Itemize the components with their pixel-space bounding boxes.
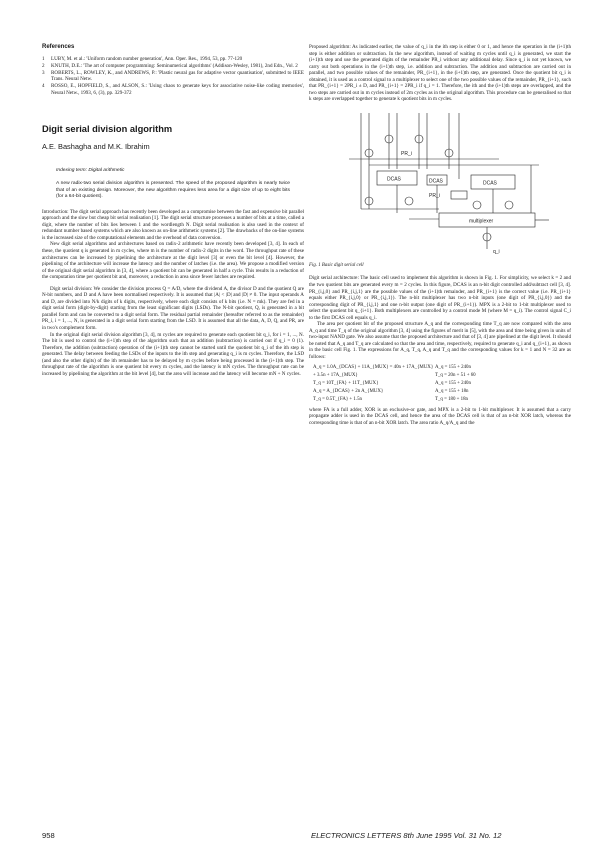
formula-left: T_q = 0.5T_{FA} + 1.5n [313,396,362,402]
reference-list [42,56,304,97]
reference-text: ROBERTS, L., ROWLEY, K., and ANDREWS, P.: 'Plastic neural gas for adaptive vector quantisation', submitted to IEEE Trans. Neural Netw. [51,69,304,83]
formula-right: A_q = 155 + 18n [435,388,469,394]
intro-paragraph: Introduction: The digit serial approach has recently been developed as a compromise between the fast and expensive bit parallel approach and the slow but cheap bit serial realisation [1]. The digit serial structure processes a number of bits at a time, called a digit, where the number of bits lies between 1 and the wordlength N. Digit serial realisation is also used in the context of redundant number based systems which are also known as on-line arithmetic systems [2]. The drawbacks of the on-line systems is the increased size of the computational elements and the overhead of data conversion. [42,208,304,241]
references-heading: References [42,44,75,50]
abstract-block [56,168,290,199]
formula-right: T_q = 180 + 18n [435,396,468,402]
reference-item [42,63,304,70]
formula-left: A_q = 1.0A_{DCAS} + 11A_{MUX} = 40n + 17A_{MUX} [313,364,434,370]
section-proposed-algorithm: Proposed algorithm: As indicated earlier, the value of q_i in the ith step is either 0 or 1, and hence the operation in the (i+1)th step is either addition or subtraction. In the new algorithm, instead of waiting m cycles until q_i is generated, we start the (i+1)th step and use the generated digits of the remainder PR_i without any additional delay. Since q_i is not yet known, we carry out both operations in the (i+1)th step, i.e. addition and subtraction. The addition and subtraction are carried out in parallel, and two possible values of the remainder, PR_{i+1}, in the (i+1)th step, are generated. Once the quotient bit q_i is obtained, it is used as a control signal to a multiplexer to select one of the two possible values of the remainder, PR_{i+1}, such that PR_{i+1} = 2PR_i ± D, and PR_{i+1} = 2PR_i if q_i = 1. Therefore, the ith and the (i+1)th steps are overlapped, and the two steps are carried out in m cycles instead of 2m cycles as in the original algorithm. This procedure can be generalised so that k steps are overlapped together to generate k quotient bits in m cycles. [309,44,571,103]
reference-number: 2 [42,62,45,69]
reference-text: KNUTH, D.E.: 'The art of computer programming: Seminumerical algorithms' (Addison-Wesley, 1981), 2nd Edn., Vol. 2 [51,62,298,69]
multiplexer-label: multiplexer [469,218,494,225]
formula-row [309,372,571,380]
reference-number: 4 [42,83,45,90]
reference-item [42,56,304,63]
formula-row [309,364,571,372]
section-digit-serial-architecture: Digit serial architecture: The basic cell used to implement this algorithm is shown in Fig. 1. For simplicity, we select k = 2 and the two quotient bits are generated every m = 2 cycles. In this figure, DCAS is an n-bit digit controlled add/subtract cell [3, 4]. PR_{i,j,0} and PR_{i,j,1} are the possible values of the (i+1)th remainder, and PR_{i+1} is the correct value (i.e. PR_{i+1} equals either PR_{i,j,0} or PR_{i,j,1}). The n-bit multiplexer has two n-bit inputs (one digit of PR_{i,j,0}) and the corresponding digit of PR_{i,j,1} and one n-bit output (one digit of PR_{i+1}). MPX is a 2-bit to 1-bit multiplexer used to select the quotient bit q_{i+1}. Both multiplexers are controlled by a control mode M (where M = q_i). The control signal C_i to the first DCAS cell equals q_i. [309,275,571,321]
formula-block [309,364,571,404]
body-paragraph: New digit serial algorithms and architectures based on radix-2 arithmetic have recently been developed [3, 4]. In each of these, the quotient q is generated in m cycles, where m is the number of radix-2 digits in the word. The throughput rate of these architectures can be increased by pipelining the architecture at the digit level [3] or even the bit level [4]. However, the pipelining of the architecture will increase the latency and the number of latches (i.e. the area). We propose a modified version of the original digit serial algorithm in [3, 4], where a quotient bit can be generated in half a cycle. This results in a reduction of the computation time per quotient bit and, moreover, a reduction in area since fewer latches are required. [42,241,304,281]
article-title: Digit serial division algorithm [42,124,173,135]
pr-top-label: PR_i [401,150,412,157]
formula-left: A_q = A_{DCAS} + 2n A_{MUX} [313,388,384,394]
right-column [309,44,571,426]
body-paragraph: where FA is a full adder, XOR is an exclusive-or gate, and MPX is a 2-bit to 1-bit multiplexer. It is assumed that a carry propagate adder is used in the DCAS cell, and hence the area of the DCAS cell is that of an n-bit XOR latch, whereas the corresponding time is that of an n-bit XOR latch. The area ratio A_q/A_q and the [309,406,571,426]
formula-left: T_q = 10T_{FA} + 11T_{MUX} [313,380,379,386]
formula-row [309,396,571,404]
formula-row [309,388,571,396]
article-authors: A.E. Bashagha and M.K. Ibrahim [42,142,150,152]
body-paragraph: In the original digit serial division algorithm [3, 4], m cycles are required to generate each quotient bit q_i, for i = 1, ..., N. The bit is used to control the (i+1)th step of the algorithm such that an addition (subtraction) is carried out if q_i = 0 (1). Therefore, the addition (subtraction) operation of the (i+1)th step cannot be started until the quotient bit q_i of the ith step is generated. The delay between feeding the LSDs of the inputs to the ith step and generating q_i is m cycles. Therefore, the LSD (and also the other digits) of the ith remainder has to be delayed by m cycles before being processed in the (i+1)th step. The throughput rate of the algorithm is one quotient bit every m cycles, and the latency is mN cycles. The throughput rate can be increased by pipelining the algorithm at the bit level [4], but the area will increase and the latency will become mN + N cycles. [42,331,304,377]
formula-row [309,380,571,388]
reference-number: 3 [42,69,45,76]
formula-left: + 3.5n + 17A_{MUX} [313,372,358,378]
reference-item [42,70,304,83]
abstract-text: A new radix-two serial division algorithm is presented. The speed of the proposed algorithm is nearly twice that of an existing design. Moreover, the new algorithm requires less area for a digit size of up to eight bits (for a 64-bit quotient). [56,181,290,199]
body-paragraph: The area per quotient bit of the proposed structure A_q and the corresponding time T_q are now compared with the area A_q and time T_q of the original algorithm [3, 4] using the figures of merit in [5], with the area and time being given in units of two-input NAND gate. We also assume that the proposed architecture and that of [3, 4] are pipelined at the digit level. It should be noted that A_q and T_q are calculated so that the area and time, respectively, required to generate q_i and q_{i+1}, as shown in the basic cell Fig. 1. The expressions for A_q, T_q, A_q and T_q and the corresponding values for k = 1 and N = 32 are as follows: [309,321,571,361]
reference-text: LUBY, M. et al.: 'Uniform random number generation', Ann. Oper. Res., 1994, 53, pp. 77-120 [51,55,243,62]
formula-right: A_q = 155 + 240n [435,364,471,370]
journal-line: ELECTRONICS LETTERS 8th June 1995 Vol. 31 No. 12 [311,831,502,840]
reference-item [42,83,304,96]
figure-1-circuit [309,109,571,261]
left-column [42,44,304,377]
page-number: 958 [42,831,55,840]
reference-text: ROSSO, E., HOPFIELD, S., and ALSON, S.: 'Using chaos to generate keys for associative noise-like coding memories', Neural Netw., 1993, 6, (3), pp. 329-372 [51,83,304,96]
dcas-left-label: DCAS [387,176,401,183]
indexing-terms: Indexing term: Digital arithmetic [56,168,125,174]
circuit-diagram [309,109,571,261]
section-digit-serial-division: Digit serial division: We consider the division process Q = A/D, where the dividend A, the divisor D and the quotient Q are N-bit numbers, and D and A have been normalised respectively. It is assumed that |A| < |D| and |D| ≠ 0. The input operands A and D, are divided into N/k digits of k digits, respectively, where each digit consists of k bits (i.e. N = mk). They are fed in a digit serial form (digit-by-digit) starting from the least significant digits (LSDs). The N-bit quotient, Q, is generated in a bit parallel form and can be converted to a digit serial form. The residual partial remainder (hereafter referred to as the remainder) PR_i, i = 1, ..., N, is generated in a digit serial form starting from the LSD. It is assumed that all the data, A, D, Q, and PR, are in two's complement form. [42,285,304,331]
formula-right: A_q = 155 + 240n [435,380,471,386]
dcas-inner-label: DCAS [429,178,443,185]
mux-output-label: q_i [493,248,500,255]
figure-1-caption: Fig. 1 Basic digit serial cell [309,262,364,268]
pr-mid-label: PR_i [429,192,440,199]
reference-number: 1 [42,55,45,62]
formula-right: T_q = 20n + 51 + 60 [435,372,476,378]
dcas-right-label: DCAS [483,180,497,187]
